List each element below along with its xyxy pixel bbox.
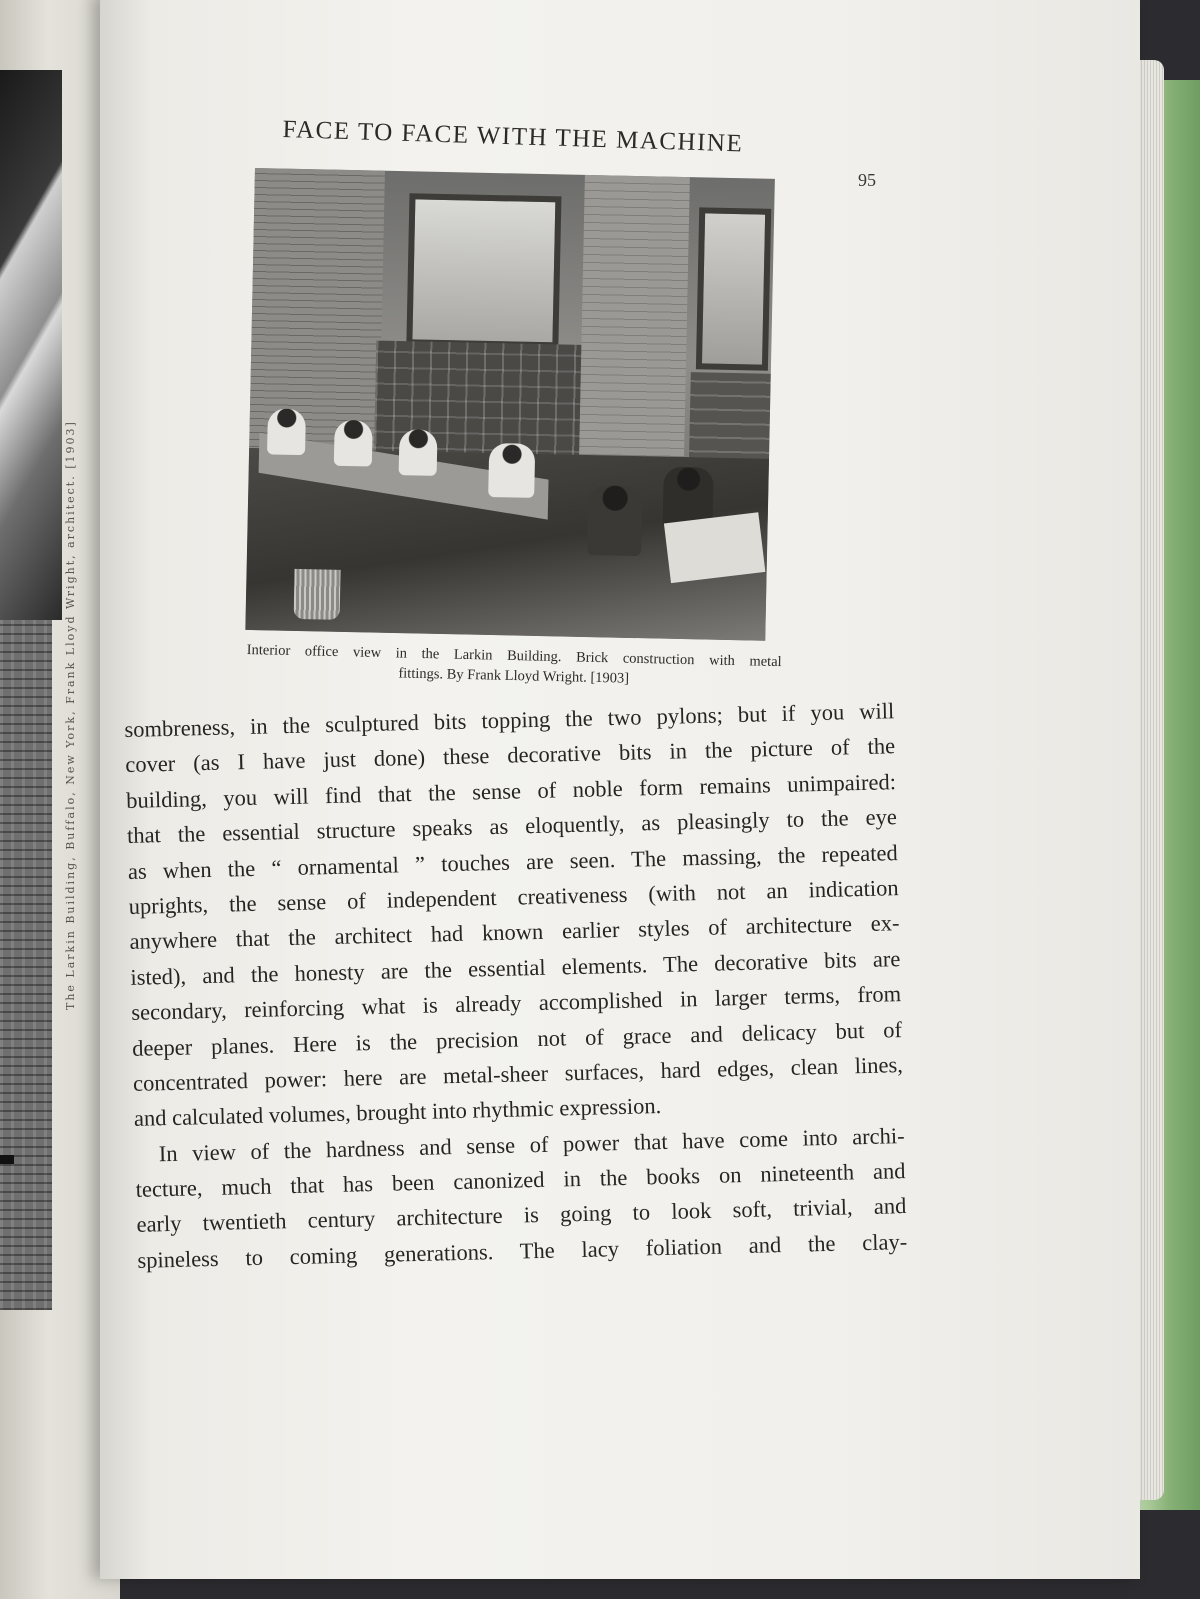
photo-clerk bbox=[334, 420, 373, 467]
photo-papers bbox=[664, 512, 765, 583]
photo-clerk bbox=[587, 485, 642, 556]
office-interior-photograph bbox=[245, 168, 775, 641]
text-line: and calculated volumes, brought into rhythmic expression. bbox=[133, 1093, 662, 1132]
text-line: as when the “ ornamental ” touches are seen. The massing, the repeated bbox=[127, 839, 898, 884]
paragraph-1 bbox=[124, 693, 904, 1136]
text-line: sombreness, in the sculptured bits topping the two pylons; but if you will bbox=[124, 698, 895, 742]
body-text bbox=[124, 693, 908, 1278]
page-number: 95 bbox=[858, 170, 876, 190]
left-page-photo-mark bbox=[0, 1155, 14, 1164]
text-line: early twentieth century architecture is going to look soft, trivial, and bbox=[136, 1193, 907, 1238]
photo-clerk bbox=[399, 429, 438, 476]
photo-waste-basket bbox=[294, 569, 341, 620]
photo-clerk bbox=[267, 408, 306, 455]
left-page-vertical-caption: The Larkin Building, Buffalo, New York, Frank Lloyd Wright, architect. [1903] bbox=[64, 420, 77, 1010]
photo-window bbox=[406, 193, 561, 348]
text-line: spineless to coming generations. The lacy foliation and the clay- bbox=[137, 1228, 908, 1273]
left-page-photo-top bbox=[0, 70, 62, 620]
left-page-photo-bottom bbox=[0, 620, 52, 1310]
text-line: concentrated power: here are metal-sheer surfaces, hard edges, clean lines, bbox=[132, 1051, 904, 1096]
running-head: FACE TO FACE WITH THE MACHINE bbox=[282, 116, 744, 158]
text-line: isted), and the honesty are the essential elements. The decorative bits are bbox=[130, 945, 901, 990]
text-line: tecture, much that has been canonized in the books on nineteenth and bbox=[135, 1158, 906, 1202]
figure-caption-line: fittings. By Frank Lloyd Wright. [1903] bbox=[398, 665, 630, 687]
text-line: anywhere that the architect had known earlier styles of architecture ex- bbox=[129, 910, 900, 955]
text-line: In view of the hardness and sense of power that have come into archi- bbox=[158, 1122, 905, 1166]
text-line: uprights, the sense of independent creativeness (with not an indication bbox=[128, 875, 899, 919]
text-line: building, you will find that the sense of noble form remains unimpaired: bbox=[125, 768, 897, 813]
figure-caption-line: Interior office view in the Larkin Building. Brick construction with metal bbox=[246, 641, 782, 671]
paragraph-2 bbox=[134, 1118, 907, 1278]
text-line: deeper planes. Here is the precision not of grace and delicacy but of bbox=[131, 1016, 903, 1061]
text-line: cover (as I have just done) these decorative bits in the picture of the bbox=[124, 733, 896, 778]
text-line: secondary, reinforcing what is already accomplished in larger terms, from bbox=[131, 981, 902, 1026]
photo-window-right bbox=[696, 207, 771, 370]
photo-clerk bbox=[488, 443, 535, 498]
photo-brick-pillar bbox=[578, 175, 690, 497]
text-line: that the essential structure speaks as eloquently, as pleasingly to the eye bbox=[126, 804, 898, 849]
